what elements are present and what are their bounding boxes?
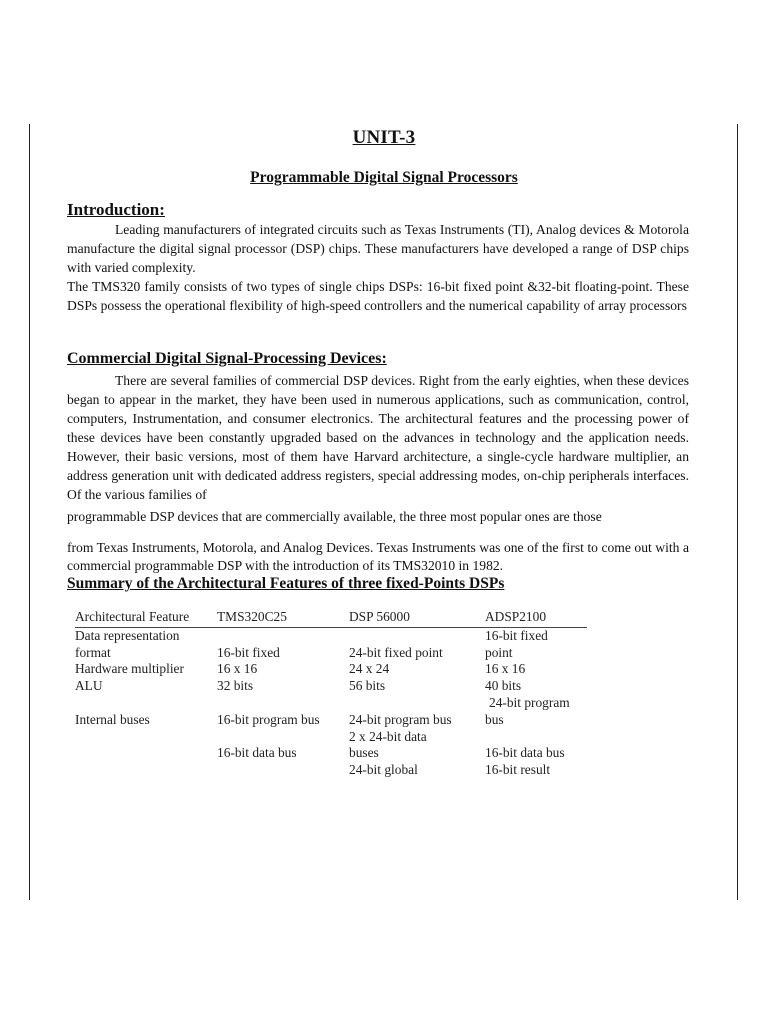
table-cell: 24-bit global <box>349 762 418 778</box>
table-cell <box>217 627 349 644</box>
table-row <box>75 695 587 712</box>
table-cell: 16-bit data bus <box>485 745 565 761</box>
table-cell: buses <box>349 745 379 761</box>
table-header-row <box>75 609 587 627</box>
unit-title: UNIT-3 <box>352 127 416 148</box>
table-row <box>75 627 587 644</box>
table-cell <box>75 695 217 712</box>
summary-heading: Summary of the Architectural Features of three fixed-Points DSPs <box>67 575 505 592</box>
right-margin-line <box>737 124 738 900</box>
table-row <box>75 661 587 678</box>
table-cell <box>75 762 217 779</box>
commercial-paragraph-3: from Texas Instruments, Motorola, and Analog Devices. Texas Instruments was one of the first to come out with a commercial programmable DSP with the introduction of its TMS32010 in 1982. <box>67 540 689 573</box>
table-cell: 16 x 16 <box>217 661 258 677</box>
table-row <box>75 678 587 695</box>
table-cell: 16-bit data bus <box>217 745 297 761</box>
commercial-paragraph-2: programmable DSP devices that are commercially available, the three most popular ones are those <box>67 509 602 524</box>
table-cell <box>75 745 217 762</box>
table-cell <box>217 729 349 746</box>
architectural-features-table <box>75 609 587 779</box>
column-header: ADSP2100 <box>485 609 587 627</box>
table-cell <box>75 729 217 746</box>
table-row <box>75 645 587 662</box>
table-cell: 24 x 24 <box>349 661 390 677</box>
table-cell: 2 x 24-bit data <box>349 728 427 744</box>
table-row <box>75 762 587 779</box>
table-cell: 56 bits <box>349 678 386 694</box>
column-header: DSP 56000 <box>349 609 485 627</box>
introduction-paragraph-1: Leading manufacturers of integrated circuits such as Texas Instruments (TI), Analog devices & Motorola manufacture the digital signal processor (DSP) chips. These manufacturers have developed a range of DSP chips with varied complexity. <box>67 222 689 275</box>
table-cell: 16-bit fixed <box>217 644 280 660</box>
table-cell: Data representation <box>75 627 180 643</box>
commercial-devices-heading: Commercial Digital Signal-Processing Devices: <box>67 350 387 367</box>
table-cell: format <box>75 644 111 660</box>
table-cell: 16-bit fixed <box>485 627 548 643</box>
table-cell: bus <box>485 711 504 727</box>
table-cell: 16 x 16 <box>485 661 526 677</box>
introduction-paragraph-2: The TMS320 family consists of two types of single chips DSPs: 16-bit fixed point &32-bit floating-point. These DSPs possess the operational flexibility of high-speed controllers and the numerical capability of array processors <box>67 279 689 313</box>
table-cell: point <box>485 644 513 660</box>
table-cell: 16-bit result <box>485 762 551 778</box>
left-margin-line <box>29 124 30 900</box>
table-cell: ALU <box>75 678 103 694</box>
table-cell: 40 bits <box>485 678 522 694</box>
table-cell <box>485 729 587 746</box>
table-row <box>75 712 587 729</box>
table-cell: 24-bit program <box>489 694 570 710</box>
table-cell: 16-bit program bus <box>217 711 320 727</box>
table-cell <box>217 695 349 712</box>
table-cell: Internal buses <box>75 711 150 727</box>
table-cell: 32 bits <box>217 678 254 694</box>
commercial-paragraph-1: There are several families of commercial DSP devices. Right from the early eighties, when these devices began to appear in the market, they have been used in numerous applications, such as communication, control, computers, Instrumentation, and consumer electronics. The architectural features and the processing power of these devices have been constantly upgraded based on the advances in technology and the application needs. However, their basic versions, most of them have Harvard architecture, a single-cycle hardware multiplier, an address generation unit with dedicated address registers, special addressing modes, on-chip peripherals interfaces. Of the various families of <box>67 373 689 502</box>
column-header: Architectural Feature <box>75 609 217 627</box>
table-cell: Hardware multiplier <box>75 661 184 677</box>
table-row <box>75 729 587 746</box>
table-cell: 24-bit program bus <box>349 711 452 727</box>
table-cell <box>349 695 485 712</box>
table-cell <box>217 762 349 779</box>
table-cell <box>349 627 485 644</box>
table-row <box>75 745 587 762</box>
table-cell: 24-bit fixed point <box>349 644 443 660</box>
document-title: Programmable Digital Signal Processors <box>250 169 518 186</box>
introduction-heading: Introduction: <box>67 200 165 219</box>
column-header: TMS320C25 <box>217 609 349 627</box>
